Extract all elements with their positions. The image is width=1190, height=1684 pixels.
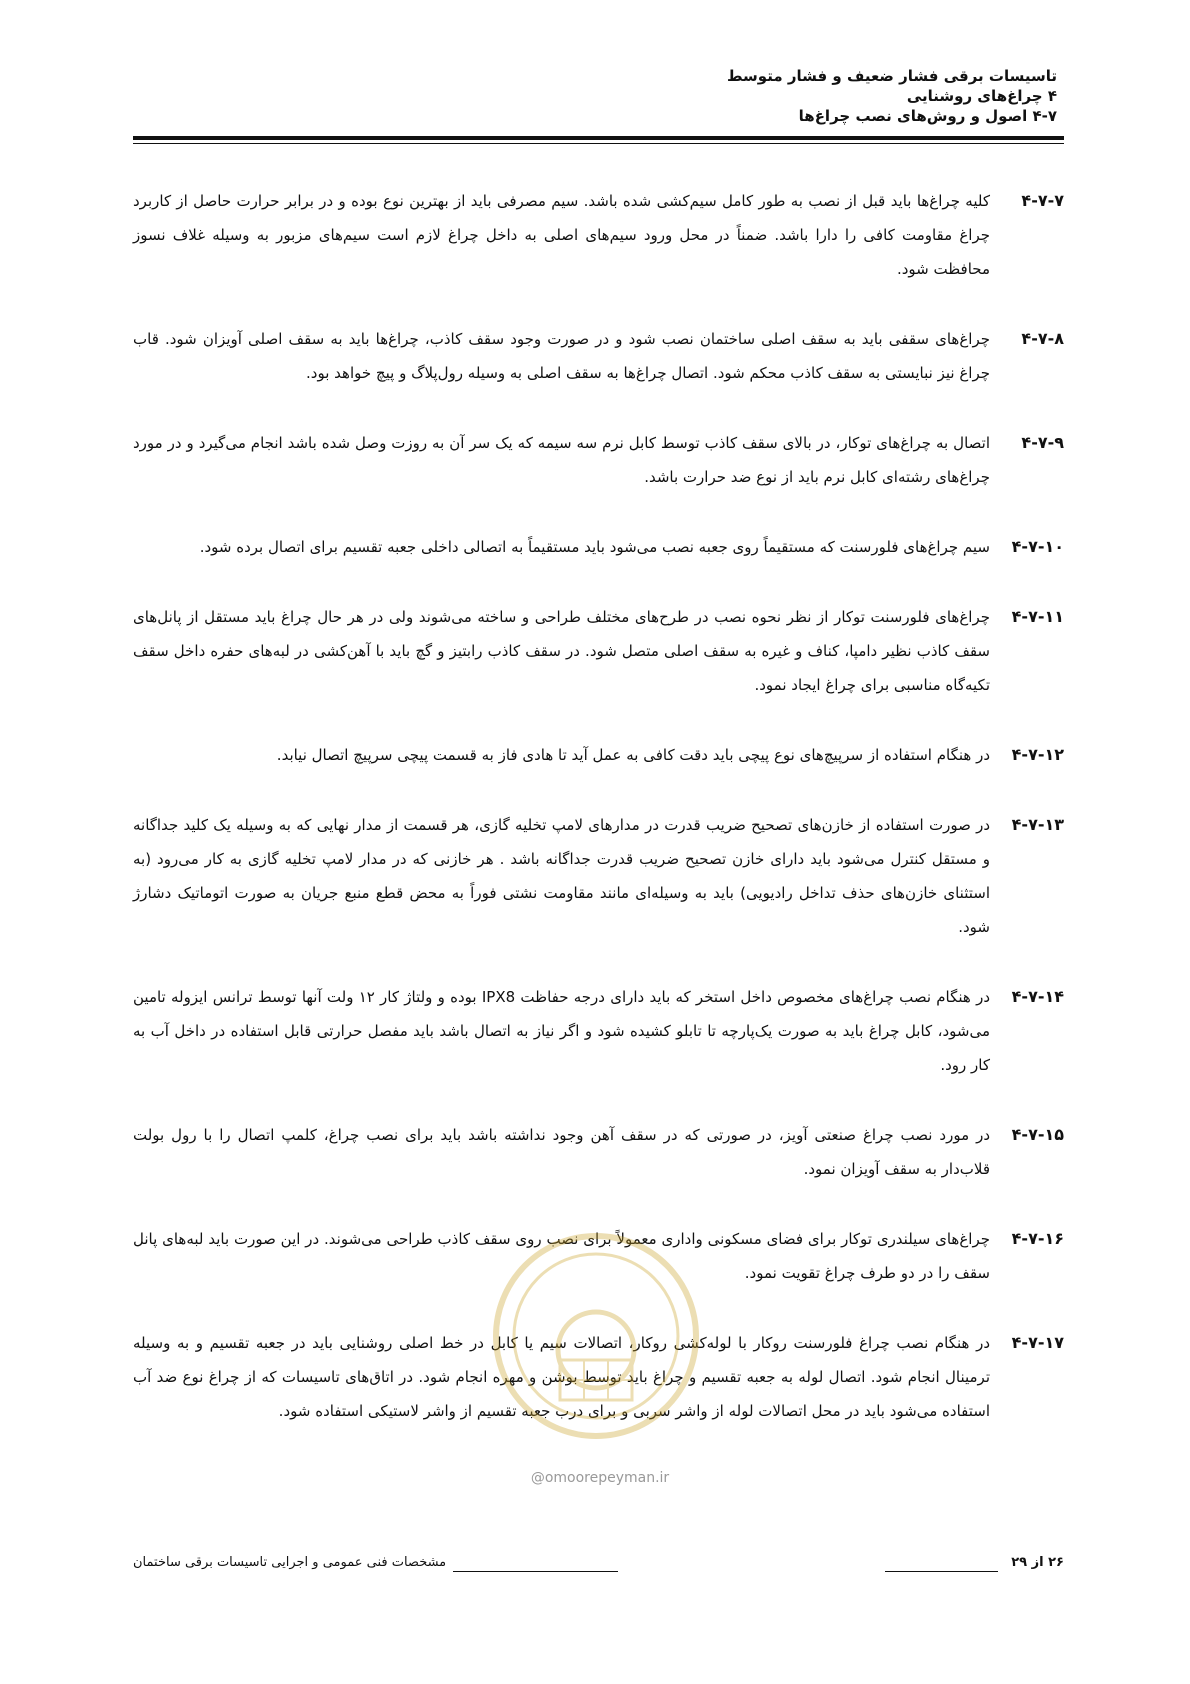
clause-text: چراغ‌های فلورسنت توکار از نظر نحوه نصب در طرح‌های مختلف طراحی و ساخته می‌شوند ولی در هر حال چراغ باید مستقل از پانل‌های سقف کاذب نظیر دامپا، کناف و غیره به سقف اصلی متصل شود. در سقف کاذب رابتیز و گچ باید با آهن‌کشی در لبه‌های حفره داخل سقف تکیه‌گاه مناسبی برای چراغ ایجاد نمود. <box>133 608 990 694</box>
clause-text: چراغ‌های سقفی باید به سقف اصلی ساختمان نصب شود و در صورت وجود سقف کاذب، چراغ‌ها باید به سقف اصلی آویزان شود. قاب چراغ نیز نبایستی به سقف کاذب محکم شود. اتصال چراغ‌ها به سقف اصلی به وسیله رول‌پلاگ و پیچ خواهد بود. <box>133 330 990 382</box>
clause-number: ۴-۷-۱۴ <box>1011 987 1064 1006</box>
clause-item <box>133 1118 1064 1186</box>
clause-text: در هنگام استفاده از سرپیچ‌های نوع پیچی باید دقت کافی به عمل آید تا هادی فاز به قسمت پیچی سرپیچ اتصال نیابد. <box>276 746 990 764</box>
clause-number: ۴-۷-۱۷ <box>1011 1333 1064 1352</box>
clause-number: ۴-۷-۸ <box>1021 329 1064 348</box>
clause-item <box>133 426 1064 494</box>
page-footer <box>133 1555 1064 1579</box>
clause-number: ۴-۷-۷ <box>1021 191 1064 210</box>
clause-text: سیم چراغ‌های فلورسنت که مستقیماً روی جعبه نصب می‌شود باید مستقیماً به اتصالی داخلی جعبه تقسیم برای اتصال برده شود. <box>199 538 990 556</box>
header-line-1: تاسیسات برقی فشار ضعیف و فشار متوسط <box>726 67 1057 85</box>
clause-item <box>133 322 1064 390</box>
clause-text: در مورد نصب چراغ صنعتی آویز، در صورتی که در سقف آهن وجود نداشته باشد باید برای نصب چراغ، کلمپ اتصال را با رول بولت قلاب‌دار به سقف آویزان نمود. <box>133 1126 990 1178</box>
clause-text: در صورت استفاده از خازن‌های تصحیح ضریب قدرت در مدارهای لامپ تخلیه گازی، هر قسمت از مدار نهایی که به وسیله یک کلید جداگانه و مستقل کنترل می‌شود باید دارای خازن تصحیح ضریب قدرت جداگانه باشد . هر خازنی که در مدار لامپ تخلیه گازی به کار می‌رود (به استثنای خازن‌های حذف تداخل رادیویی) باید به وسیله‌ای مانند مقاومت نشتی فوراً به محض قطع منبع جریان به صورت اتوماتیک دشارژ شود. <box>133 816 990 936</box>
clause-number: ۴-۷-۱۳ <box>1011 815 1064 834</box>
footer-rule <box>885 1571 998 1572</box>
clause-number: ۴-۷-۱۱ <box>1011 607 1064 626</box>
clause-item <box>133 738 1064 772</box>
clause-item <box>133 600 1064 702</box>
header-rule-thick <box>133 136 1064 140</box>
page-number: ۲۶ از ۲۹ <box>1011 1555 1064 1570</box>
header-line-3: ۴-۷ اصول و روش‌های نصب چراغ‌ها <box>798 107 1057 125</box>
header-line-2: ۴ چراغ‌های روشنایی <box>906 87 1057 105</box>
clause-number: ۴-۷-۱۰ <box>1011 537 1064 556</box>
header-rule-thin <box>133 143 1064 144</box>
clause-number: ۴-۷-۱۶ <box>1011 1229 1064 1248</box>
clause-item <box>133 184 1064 286</box>
page-header <box>157 66 1057 126</box>
clause-text: چراغ‌های سیلندری توکار برای فضای مسکونی واداری معمولاً برای نصب روی سقف کاذب طراحی می‌شوند. در این صورت باید لبه‌های پانل سقف را در دو طرف چراغ تقویت نمود. <box>133 1230 990 1282</box>
clause-number: ۴-۷-۹ <box>1021 433 1064 452</box>
clause-text: اتصال به چراغ‌های توکار، در بالای سقف کاذب توسط کابل نرم سه سیمه که یک سر آن به روزت وصل شده باشد انجام می‌گیرد و در مورد چراغ‌های رشته‌ای کابل نرم باید از نوع ضد حرارت باشد. <box>133 434 990 486</box>
clause-text: در هنگام نصب چراغ‌های مخصوص داخل استخر که باید دارای درجه حفاظت IPX8 بوده و ولتاژ کار ۱۲ ولت آنها توسط ترانس ایزوله تامین می‌شود، کابل چراغ باید به صورت یک‌پارچه تا تابلو کشیده شود و اگر نیاز به اتصال باشد باید مفصل حرارتی قابل استفاده در داخل آب به کار رود. <box>133 988 991 1074</box>
clause-text: کلیه چراغ‌ها باید قبل از نصب به طور کامل سیم‌کشی شده باشد. سیم مصرفی باید از بهترین نوع بوده و در برابر حرارت حاصل از کاربرد چراغ مقاومت کافی را دارا باشد. ضمناً در محل ورود سیم‌های اصلی به داخل چراغ لازم است سیم‌های مزبور به وسیله غلاف نسوز محافظت شود. <box>133 192 990 278</box>
clause-number: ۴-۷-۱۲ <box>1011 745 1064 764</box>
footer-rule <box>453 1571 618 1572</box>
clause-item <box>133 530 1064 564</box>
clause-item <box>133 808 1064 944</box>
watermark-site: @omoorepeyman.ir <box>530 1470 670 1486</box>
footer-title: مشخصات فنی عمومی و اجرایی تاسیسات برقی ساختمان <box>133 1555 447 1570</box>
clause-number: ۴-۷-۱۵ <box>1011 1125 1064 1144</box>
clause-text: در هنگام نصب چراغ فلورسنت روکار با لوله‌کشی روکار، اتصالات سیم یا کابل در خط اصلی روشنایی باید در جعبه تقسیم و به وسیله ترمینال انجام شود. اتصال لوله به جعبه تقسیم و چراغ باید توسط بوشن و مهره انجام شود. در اتاق‌های تاسیسات که از چراغ نوع ضد آب استفاده می‌شود باید در محل اتصالات لوله از واشر سربی و برای درب جعبه تقسیم از واشر لاستیکی استفاده شود. <box>133 1334 990 1420</box>
watermark-seal-icon <box>490 1230 702 1442</box>
clause-item <box>133 980 1064 1082</box>
